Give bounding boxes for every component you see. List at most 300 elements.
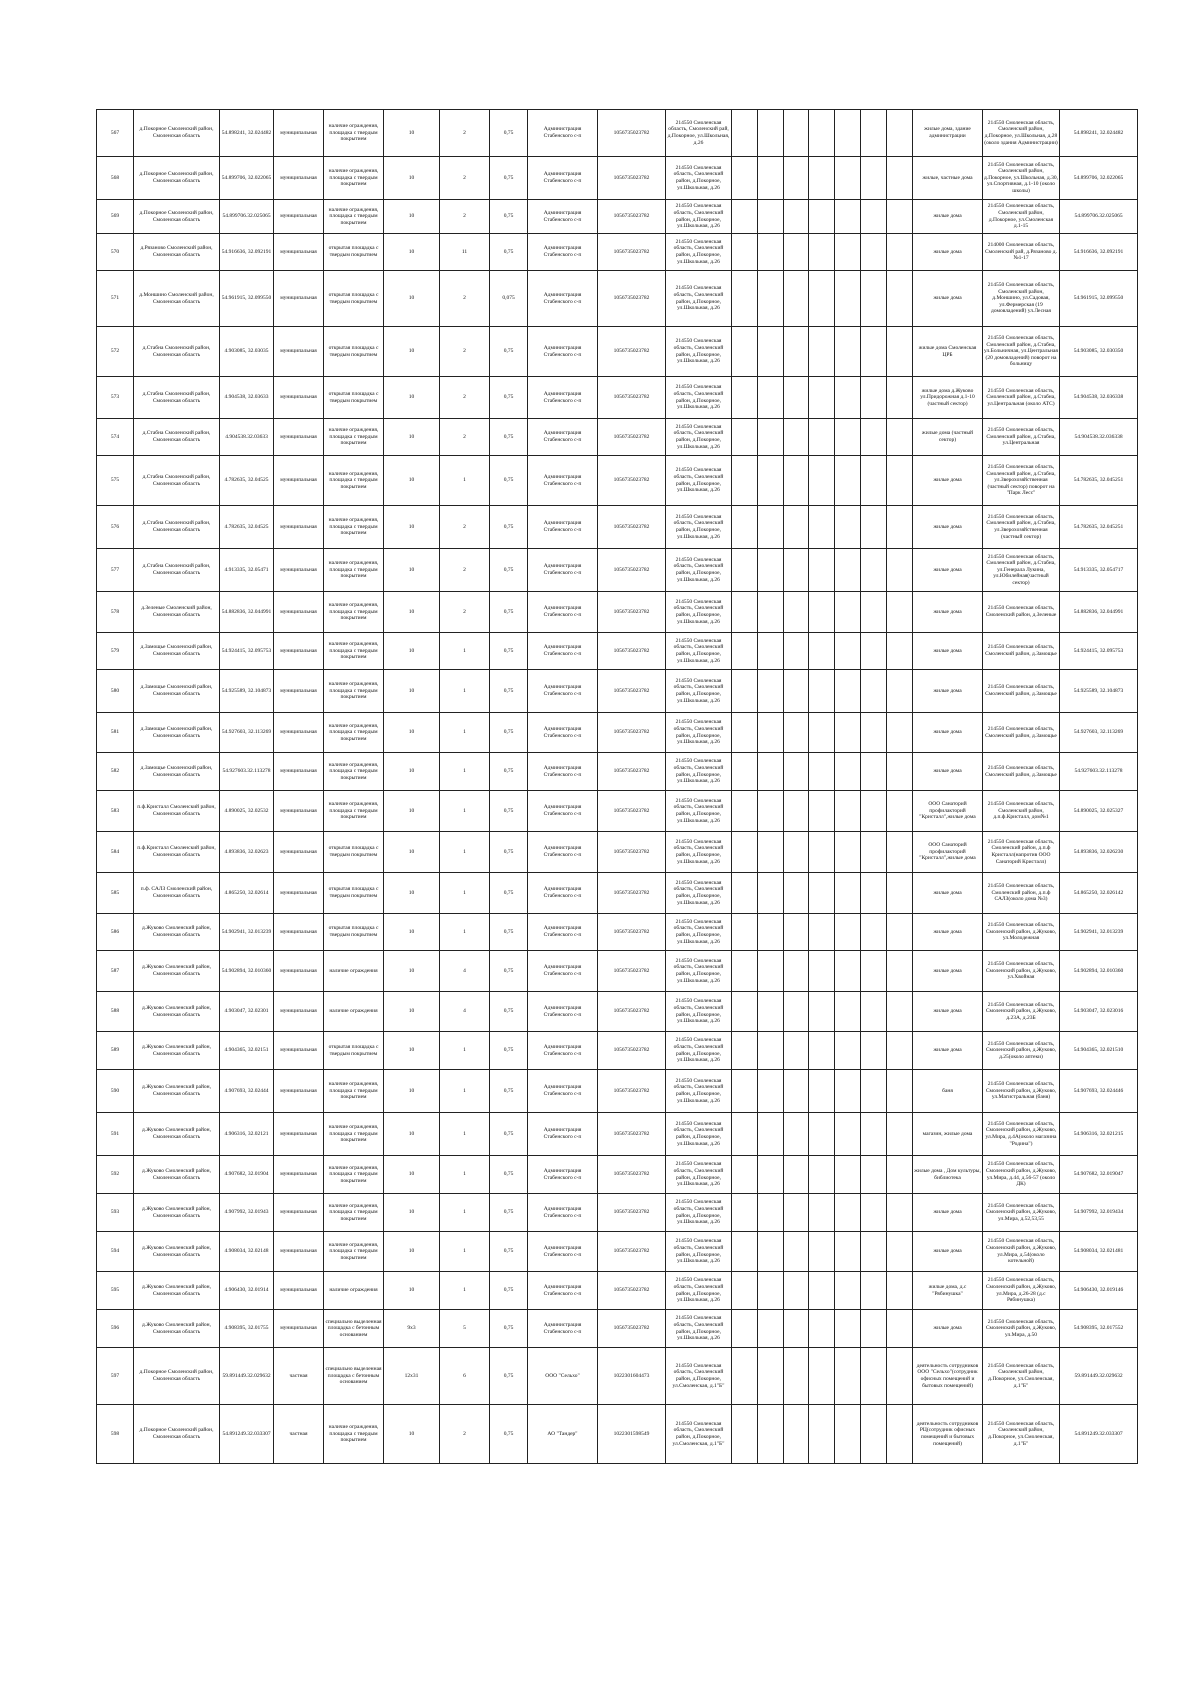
cell-settlement: д.Зеленые Смоленский район, Смоленская область	[134, 592, 220, 633]
cell-c18	[887, 753, 913, 791]
cell-settlement: д.Замощье Смоленский район, Смоленская область	[134, 713, 220, 753]
cell-c16	[835, 200, 861, 234]
cell-owner-ogrn: 1056735023782	[598, 1272, 666, 1310]
cell-ownership: муниципальная	[274, 1310, 324, 1348]
cell-waste-source: деятельность сотрудников РЦ(сотрудник офисных помещений и бытовых помещений)	[913, 1405, 983, 1464]
cell-c17	[861, 791, 887, 832]
cell-area: 10	[384, 670, 440, 713]
cell-coordinates: 4.907682, 32.01904	[220, 1156, 274, 1194]
cell-coordinates: 54.925589, 32.104873	[220, 670, 274, 713]
cell-c17	[861, 506, 887, 549]
cell-coordinates: 4.906316, 32.02121	[220, 1113, 274, 1156]
cell-source-address: 214550 Смоленская область, Смоленский район, д.Стабна, ул.Больничная, ул.Центральная (20 домовладений) поворот на больницу	[983, 327, 1060, 377]
table-row	[97, 271, 1138, 327]
cell-c15	[809, 327, 835, 377]
cell-container-count: 4	[440, 951, 490, 992]
cell-settlement: д.Стабна Смоленский район, Смоленская область	[134, 456, 220, 506]
cell-waste-source: жилые дома	[913, 1194, 983, 1232]
cell-c18	[887, 157, 913, 200]
table-row	[97, 506, 1138, 549]
cell-c13	[758, 1310, 784, 1348]
cell-waste-source: магазин, жилые дома	[913, 1113, 983, 1156]
cell-c17	[861, 549, 887, 592]
cell-container-count: 2	[440, 506, 490, 549]
cell-waste-source: жилые, частные дома	[913, 157, 983, 200]
cell-c18	[887, 592, 913, 633]
cell-owner-name: Администрация Стабенского с-п	[528, 1310, 598, 1348]
cell-c18	[887, 832, 913, 873]
cell-row-number: 574	[97, 419, 134, 456]
cell-area: 10	[384, 110, 440, 157]
cell-ownership: муниципальная	[274, 832, 324, 873]
cell-owner-address: 214550 Смоленская область, Смоленский район, д.Покорное, ул.Школьная, д.26	[666, 419, 732, 456]
cell-settlement: п.ф.Кристалл Смоленский район, Смоленская область	[134, 832, 220, 873]
cell-settlement: д.Жуково Смоленский район, Смоленская область	[134, 1310, 220, 1348]
cell-waste-source: жилые дома	[913, 914, 983, 951]
cell-c16	[835, 951, 861, 992]
cell-settlement: д.Жуково Смоленский район, Смоленская область	[134, 1032, 220, 1070]
cell-c14	[784, 791, 809, 832]
cell-c17	[861, 1310, 887, 1348]
cell-c18	[887, 419, 913, 456]
cell-coordinates: 4.893836, 32.02623	[220, 832, 274, 873]
cell-container-count: 11	[440, 234, 490, 271]
cell-area: 10	[384, 1156, 440, 1194]
cell-ownership: муниципальная	[274, 1194, 324, 1232]
cell-ownership: муниципальная	[274, 549, 324, 592]
table-row	[97, 1070, 1138, 1113]
cell-c16	[835, 549, 861, 592]
cell-site-surface: наличие ограждения, площадка с твердым покрытием	[324, 791, 384, 832]
cell-site-surface: наличие ограждения, площадка с твердым покрытием	[324, 633, 384, 670]
cell-waste-source: жилые дома	[913, 456, 983, 506]
cell-ownership: муниципальная	[274, 713, 324, 753]
cell-owner-name: Администрация Стабенского с-п	[528, 234, 598, 271]
cell-ownership: муниципальная	[274, 1156, 324, 1194]
cell-container-volume: 0,75	[490, 1310, 528, 1348]
cell-owner-address: 214550 Смоленская область, Смоленский район, д.Покорное, ул.Смоленская, д.1"Б"	[666, 1405, 732, 1464]
cell-source-address: 214550 Смоленская область, Смоленский район, д.Замощье	[983, 670, 1060, 713]
cell-owner-name: Администрация Стабенского с-п	[528, 271, 598, 327]
cell-settlement: д.Покорное Смоленский район, Смоленская область	[134, 200, 220, 234]
table-row	[97, 200, 1138, 234]
cell-source-coordinates: 54.961915, 32.099550	[1060, 271, 1138, 327]
cell-c17	[861, 1405, 887, 1464]
cell-container-count: 2	[440, 271, 490, 327]
cell-row-number: 569	[97, 200, 134, 234]
cell-c15	[809, 753, 835, 791]
cell-container-count: 1	[440, 633, 490, 670]
cell-c12	[732, 832, 758, 873]
cell-coordinates: 54.924415, 32.095753	[220, 633, 274, 670]
cell-c14	[784, 1310, 809, 1348]
cell-area: 10	[384, 456, 440, 506]
cell-c18	[887, 1232, 913, 1272]
cell-c14	[784, 633, 809, 670]
cell-source-address: 214550 Смоленская область, Смоленский район, д.Жуково, д.23А, д.23Б	[983, 992, 1060, 1032]
cell-source-coordinates: 54.913335, 32.054717	[1060, 549, 1138, 592]
cell-coordinates: 4.865250, 32.02614	[220, 873, 274, 914]
cell-ownership: муниципальная	[274, 992, 324, 1032]
cell-source-coordinates: 54.882836, 32.044991	[1060, 592, 1138, 633]
table-row	[97, 592, 1138, 633]
cell-site-surface: наличие ограждения, площадка с твердым покрытием	[324, 506, 384, 549]
cell-owner-name: Администрация Стабенского с-п	[528, 1113, 598, 1156]
cell-row-number: 594	[97, 1232, 134, 1272]
cell-owner-address: 214550 Смоленская область, Смоленский район, д.Покорное, ул.Школьная, д.26	[666, 157, 732, 200]
cell-source-address: 214550 Смоленская область, Смоленский район, д.Моншино, ул.Садовая, ул.Фермерская (19 домовладений) ул.Лесная	[983, 271, 1060, 327]
cell-ownership: муниципальная	[274, 506, 324, 549]
cell-source-address: 214550 Смоленская область, Смоленский район, д.Замощье	[983, 753, 1060, 791]
cell-coordinates: 4.907693, 32.02444	[220, 1070, 274, 1113]
cell-source-address: 214550 Смоленская область, Смоленский район, д.Покорное, ул.Смоленская, д.1"Б"	[983, 1348, 1060, 1405]
cell-row-number: 591	[97, 1113, 134, 1156]
cell-waste-source: жилые дома	[913, 506, 983, 549]
cell-c15	[809, 1310, 835, 1348]
cell-area: 10	[384, 200, 440, 234]
cell-owner-address: 214550 Смоленская область, Смоленский район, д.Покорное, ул.Школьная, д.26	[666, 633, 732, 670]
cell-c16	[835, 271, 861, 327]
cell-c14	[784, 1272, 809, 1310]
cell-source-coordinates: 54.904538.32.036338	[1060, 419, 1138, 456]
cell-coordinates: 4.908034, 32.02148	[220, 1232, 274, 1272]
cell-source-address: 214550 Смоленская область, Смоленский район, д.Стабна, ул.Центральная	[983, 419, 1060, 456]
cell-ownership: муниципальная	[274, 1232, 324, 1272]
cell-row-number: 593	[97, 1194, 134, 1232]
cell-c17	[861, 1070, 887, 1113]
cell-c13	[758, 1156, 784, 1194]
cell-c18	[887, 1405, 913, 1464]
cell-site-surface: наличие ограждения, площадка с твердым покрытием	[324, 456, 384, 506]
cell-container-count: 1	[440, 1070, 490, 1113]
cell-c12	[732, 791, 758, 832]
cell-container-volume: 0,75	[490, 791, 528, 832]
cell-container-count: 1	[440, 1194, 490, 1232]
cell-c12	[732, 873, 758, 914]
cell-source-address: 214550 Смоленская область, Смоленский район, д.Стабна, ул.Генерала Лукина, ул.Юбилейная(частный сектор)	[983, 549, 1060, 592]
table-row	[97, 914, 1138, 951]
cell-c18	[887, 992, 913, 1032]
table-row	[97, 234, 1138, 271]
cell-c12	[732, 1032, 758, 1070]
cell-owner-ogrn: 1056735023782	[598, 234, 666, 271]
cell-owner-name: Администрация Стабенского с-п	[528, 1032, 598, 1070]
cell-c15	[809, 549, 835, 592]
cell-c15	[809, 456, 835, 506]
cell-settlement: д.Жуково Смоленский район, Смоленская область	[134, 992, 220, 1032]
cell-c15	[809, 419, 835, 456]
cell-c12	[732, 506, 758, 549]
cell-c18	[887, 1070, 913, 1113]
table-row	[97, 1272, 1138, 1310]
cell-owner-ogrn: 1022301604473	[598, 1348, 666, 1405]
cell-ownership: муниципальная	[274, 110, 324, 157]
cell-container-count: 2	[440, 110, 490, 157]
cell-source-coordinates: 54.908395, 32.017552	[1060, 1310, 1138, 1348]
cell-c18	[887, 1348, 913, 1405]
cell-ownership: муниципальная	[274, 1070, 324, 1113]
cell-source-address: 214550 Смоленская область, Смоленский район, д.Жуково, ул.Мира, д.26-28 (д.с Рябинушка)	[983, 1272, 1060, 1310]
cell-coordinates: 4.903085, 32.03035	[220, 327, 274, 377]
cell-area: 10	[384, 157, 440, 200]
cell-c16	[835, 873, 861, 914]
table-row	[97, 1156, 1138, 1194]
cell-source-coordinates: 54.916636, 32.092191	[1060, 234, 1138, 271]
cell-owner-name: Администрация Стабенского с-п	[528, 992, 598, 1032]
cell-c13	[758, 1405, 784, 1464]
cell-settlement: д.Покорное Смоленский район, Смоленская область	[134, 157, 220, 200]
cell-owner-name: Администрация Стабенского с-п	[528, 377, 598, 419]
cell-owner-address: 214550 Смоленская область, Смоленский район, д.Покорное, ул.Школьная, д.26	[666, 832, 732, 873]
cell-site-surface: наличие ограждения, площадка с твердым покрытием	[324, 110, 384, 157]
cell-c14	[784, 327, 809, 377]
cell-owner-name: Администрация Стабенского с-п	[528, 327, 598, 377]
cell-waste-source: жилые дома	[913, 592, 983, 633]
cell-owner-address: 214550 Смоленская область, Смоленский район, д.Покорное, ул.Школьная, д.26	[666, 713, 732, 753]
cell-owner-address: 214550 Смоленская область, Смоленский район, д.Покорное, ул.Школьная, д.26	[666, 1113, 732, 1156]
table-row	[97, 670, 1138, 713]
cell-owner-address: 214550 Смоленская область, Смоленский район, д.Покорное, ул.Школьная, д.26	[666, 234, 732, 271]
cell-c14	[784, 914, 809, 951]
cell-coordinates: 54.927603.32.113278	[220, 753, 274, 791]
cell-c15	[809, 157, 835, 200]
cell-owner-name: Администрация Стабенского с-п	[528, 549, 598, 592]
cell-owner-ogrn: 1056735023782	[598, 200, 666, 234]
cell-owner-ogrn: 1056735023782	[598, 1070, 666, 1113]
cell-waste-source: жилые дома	[913, 549, 983, 592]
cell-container-volume: 0,75	[490, 1113, 528, 1156]
cell-owner-address: 214550 Смоленская область, Смоленский рай, д.Покорное, ул.Школьная, д.26	[666, 110, 732, 157]
cell-site-surface: открытая площадка с твердым покрытием	[324, 271, 384, 327]
cell-source-address: 214550 Смоленская область, Смоленский район, д.п.ф.Кристалл, дом№1	[983, 791, 1060, 832]
cell-c13	[758, 271, 784, 327]
cell-c17	[861, 271, 887, 327]
cell-c17	[861, 157, 887, 200]
cell-c16	[835, 1272, 861, 1310]
cell-owner-name: Администрация Стабенского с-п	[528, 832, 598, 873]
cell-c13	[758, 1348, 784, 1405]
cell-c17	[861, 110, 887, 157]
cell-c16	[835, 633, 861, 670]
cell-c12	[732, 377, 758, 419]
cell-container-volume: 0,75	[490, 327, 528, 377]
table-row	[97, 753, 1138, 791]
cell-site-surface: открытая площадка с твердым покрытием	[324, 873, 384, 914]
cell-waste-source: жилые дома	[913, 200, 983, 234]
cell-c16	[835, 234, 861, 271]
cell-source-address: 214550 Смоленская область, Смоленский район, д.Стабна, ул.Зверохозяйственная (частный сектор) поворот на "Парк Лесс"	[983, 456, 1060, 506]
cell-area: 10	[384, 1070, 440, 1113]
cell-source-address: 214550 Смоленская область, Смоленский район, д.Покорное, ул.Школьная, д.30, ул.Спортивная, д.1-10 (около школы)	[983, 157, 1060, 200]
cell-site-surface: наличие ограждения, площадка с твердым покрытием	[324, 157, 384, 200]
cell-waste-source: жилые дома	[913, 1032, 983, 1070]
cell-area: 10	[384, 419, 440, 456]
cell-c16	[835, 791, 861, 832]
cell-coordinates: 4.782635, 32.04525	[220, 456, 274, 506]
cell-container-volume: 0,75	[490, 753, 528, 791]
cell-coordinates: 4.906430, 32.01914	[220, 1272, 274, 1310]
cell-site-surface: наличие ограждения, площадка с твердым покрытием	[324, 713, 384, 753]
cell-c14	[784, 992, 809, 1032]
cell-c14	[784, 1156, 809, 1194]
cell-area: 10	[384, 791, 440, 832]
cell-owner-ogrn: 1056735023782	[598, 992, 666, 1032]
cell-c12	[732, 549, 758, 592]
cell-container-count: 1	[440, 1156, 490, 1194]
cell-c15	[809, 592, 835, 633]
cell-c16	[835, 1156, 861, 1194]
cell-owner-ogrn: 1056735023782	[598, 753, 666, 791]
cell-c13	[758, 419, 784, 456]
cell-site-surface: наличие ограждения, площадка с твердым покрытием	[324, 1113, 384, 1156]
cell-c13	[758, 670, 784, 713]
cell-c12	[732, 1156, 758, 1194]
cell-coordinates: 54.961915, 32.099550	[220, 271, 274, 327]
cell-owner-ogrn: 1056735023782	[598, 419, 666, 456]
cell-owner-name: Администрация Стабенского с-п	[528, 914, 598, 951]
cell-waste-source: жилые дома	[913, 670, 983, 713]
cell-owner-address: 214550 Смоленская область, Смоленский район, д.Покорное, ул.Школьная, д.26	[666, 1232, 732, 1272]
cell-c13	[758, 951, 784, 992]
cell-c18	[887, 914, 913, 951]
cell-ownership: муниципальная	[274, 592, 324, 633]
cell-area: 10	[384, 914, 440, 951]
cell-area: 10	[384, 1405, 440, 1464]
cell-owner-name: АО "Тандер"	[528, 1405, 598, 1464]
cell-area: 10	[384, 1194, 440, 1232]
cell-c16	[835, 992, 861, 1032]
cell-row-number: 596	[97, 1310, 134, 1348]
cell-source-address: 214550 Смоленская область, Смоленский район, д.Жуково, ул.Молодежная	[983, 914, 1060, 951]
cell-c16	[835, 713, 861, 753]
cell-owner-name: Администрация Стабенского с-п	[528, 873, 598, 914]
cell-owner-ogrn: 1056735023782	[598, 670, 666, 713]
cell-owner-name: Администрация Стабенского с-п	[528, 110, 598, 157]
cell-c13	[758, 506, 784, 549]
cell-ownership: муниципальная	[274, 1113, 324, 1156]
cell-owner-name: Администрация Стабенского с-п	[528, 753, 598, 791]
cell-source-coordinates: 54.907693, 32.024446	[1060, 1070, 1138, 1113]
cell-owner-address: 214550 Смоленская область, Смоленский район, д.Покорное, ул.Школьная, д.26	[666, 753, 732, 791]
cell-site-surface: специально выделенная площадка с бетонным основанием	[324, 1348, 384, 1405]
cell-c15	[809, 234, 835, 271]
cell-owner-ogrn: 1056735023782	[598, 1232, 666, 1272]
cell-area: 10	[384, 234, 440, 271]
cell-container-volume: 0,75	[490, 506, 528, 549]
cell-source-coordinates: 54.865250, 32.026142	[1060, 873, 1138, 914]
cell-site-surface: наличие ограждения, площадка с твердым покрытием	[324, 1232, 384, 1272]
cell-container-volume: 0,75	[490, 1405, 528, 1464]
cell-waste-source: жилые дома	[913, 1310, 983, 1348]
cell-c14	[784, 419, 809, 456]
cell-waste-source: жилые дома (частный сектор)	[913, 419, 983, 456]
cell-row-number: 597	[97, 1348, 134, 1405]
cell-c16	[835, 832, 861, 873]
cell-c18	[887, 1113, 913, 1156]
cell-settlement: п.ф.Кристалл Смоленский район, Смоленская область	[134, 791, 220, 832]
cell-waste-source: жилые дома, д.с "Рябинушка"	[913, 1272, 983, 1310]
cell-source-address: 214550 Смоленская область, Смоленский район, д.Жуково, ул.Мира, д.50	[983, 1310, 1060, 1348]
cell-c15	[809, 951, 835, 992]
cell-c14	[784, 1232, 809, 1272]
cell-owner-ogrn: 1056735023782	[598, 1194, 666, 1232]
cell-c14	[784, 753, 809, 791]
cell-c12	[732, 992, 758, 1032]
cell-row-number: 580	[97, 670, 134, 713]
cell-source-address: 214550 Смоленская область, Смоленский район, д.п.ф Кристалл(напротив ООО Санаторий Кристалл)	[983, 832, 1060, 873]
cell-settlement: д.Жуково Смоленский район, Смоленская область	[134, 951, 220, 992]
cell-row-number: 578	[97, 592, 134, 633]
cell-ownership: частная	[274, 1405, 324, 1464]
cell-c14	[784, 832, 809, 873]
cell-c13	[758, 753, 784, 791]
cell-ownership: муниципальная	[274, 456, 324, 506]
cell-owner-address: 214550 Смоленская область, Смоленский район, д.Покорное, ул.Школьная, д.26	[666, 1310, 732, 1348]
cell-container-count: 1	[440, 832, 490, 873]
cell-c16	[835, 753, 861, 791]
cell-c12	[732, 1310, 758, 1348]
cell-container-volume: 0,75	[490, 873, 528, 914]
cell-container-volume: 0,75	[490, 670, 528, 713]
cell-c16	[835, 456, 861, 506]
cell-site-surface: специально выделенная площадка с бетонным основанием	[324, 1310, 384, 1348]
cell-area: 10	[384, 713, 440, 753]
cell-container-count: 1	[440, 1113, 490, 1156]
cell-c13	[758, 1113, 784, 1156]
cell-owner-ogrn: 1056735023782	[598, 1113, 666, 1156]
cell-container-volume: 0,75	[490, 110, 528, 157]
cell-c12	[732, 1113, 758, 1156]
cell-c18	[887, 234, 913, 271]
cell-container-volume: 0,075	[490, 271, 528, 327]
cell-c14	[784, 110, 809, 157]
cell-container-count: 2	[440, 592, 490, 633]
cell-c17	[861, 873, 887, 914]
cell-c17	[861, 200, 887, 234]
cell-owner-ogrn: 1022301598549	[598, 1405, 666, 1464]
cell-source-coordinates: 54.904538, 32.036338	[1060, 377, 1138, 419]
cell-c16	[835, 157, 861, 200]
cell-container-volume: 0,75	[490, 992, 528, 1032]
cell-c14	[784, 549, 809, 592]
cell-settlement: д.Замощье Смоленский район, Смоленская область	[134, 633, 220, 670]
cell-container-count: 1	[440, 456, 490, 506]
cell-row-number: 572	[97, 327, 134, 377]
cell-c15	[809, 791, 835, 832]
table-row	[97, 549, 1138, 592]
cell-ownership: муниципальная	[274, 327, 324, 377]
cell-c12	[732, 110, 758, 157]
table-row	[97, 419, 1138, 456]
cell-owner-name: Администрация Стабенского с-п	[528, 1070, 598, 1113]
cell-source-address: 214550 Смоленская область, Смоленский район, д.Замощье	[983, 713, 1060, 753]
cell-c12	[732, 419, 758, 456]
cell-waste-source: жилые дома	[913, 873, 983, 914]
cell-c17	[861, 832, 887, 873]
cell-owner-address: 214550 Смоленская область, Смоленский район, д.Покорное, ул.Школьная, д.26	[666, 791, 732, 832]
cell-row-number: 595	[97, 1272, 134, 1310]
cell-c13	[758, 1232, 784, 1272]
cell-site-surface: наличие ограждения	[324, 1272, 384, 1310]
cell-source-address: 214550 Смоленская область, Смоленский район, д.Покорное, ул.Смоленская д.1-15	[983, 200, 1060, 234]
cell-source-coordinates: 54.891249.32.033307	[1060, 1405, 1138, 1464]
cell-ownership: муниципальная	[274, 234, 324, 271]
table-row	[97, 992, 1138, 1032]
cell-c15	[809, 1070, 835, 1113]
cell-c15	[809, 873, 835, 914]
cell-coordinates: 54.916636, 32.092191	[220, 234, 274, 271]
table-row	[97, 327, 1138, 377]
